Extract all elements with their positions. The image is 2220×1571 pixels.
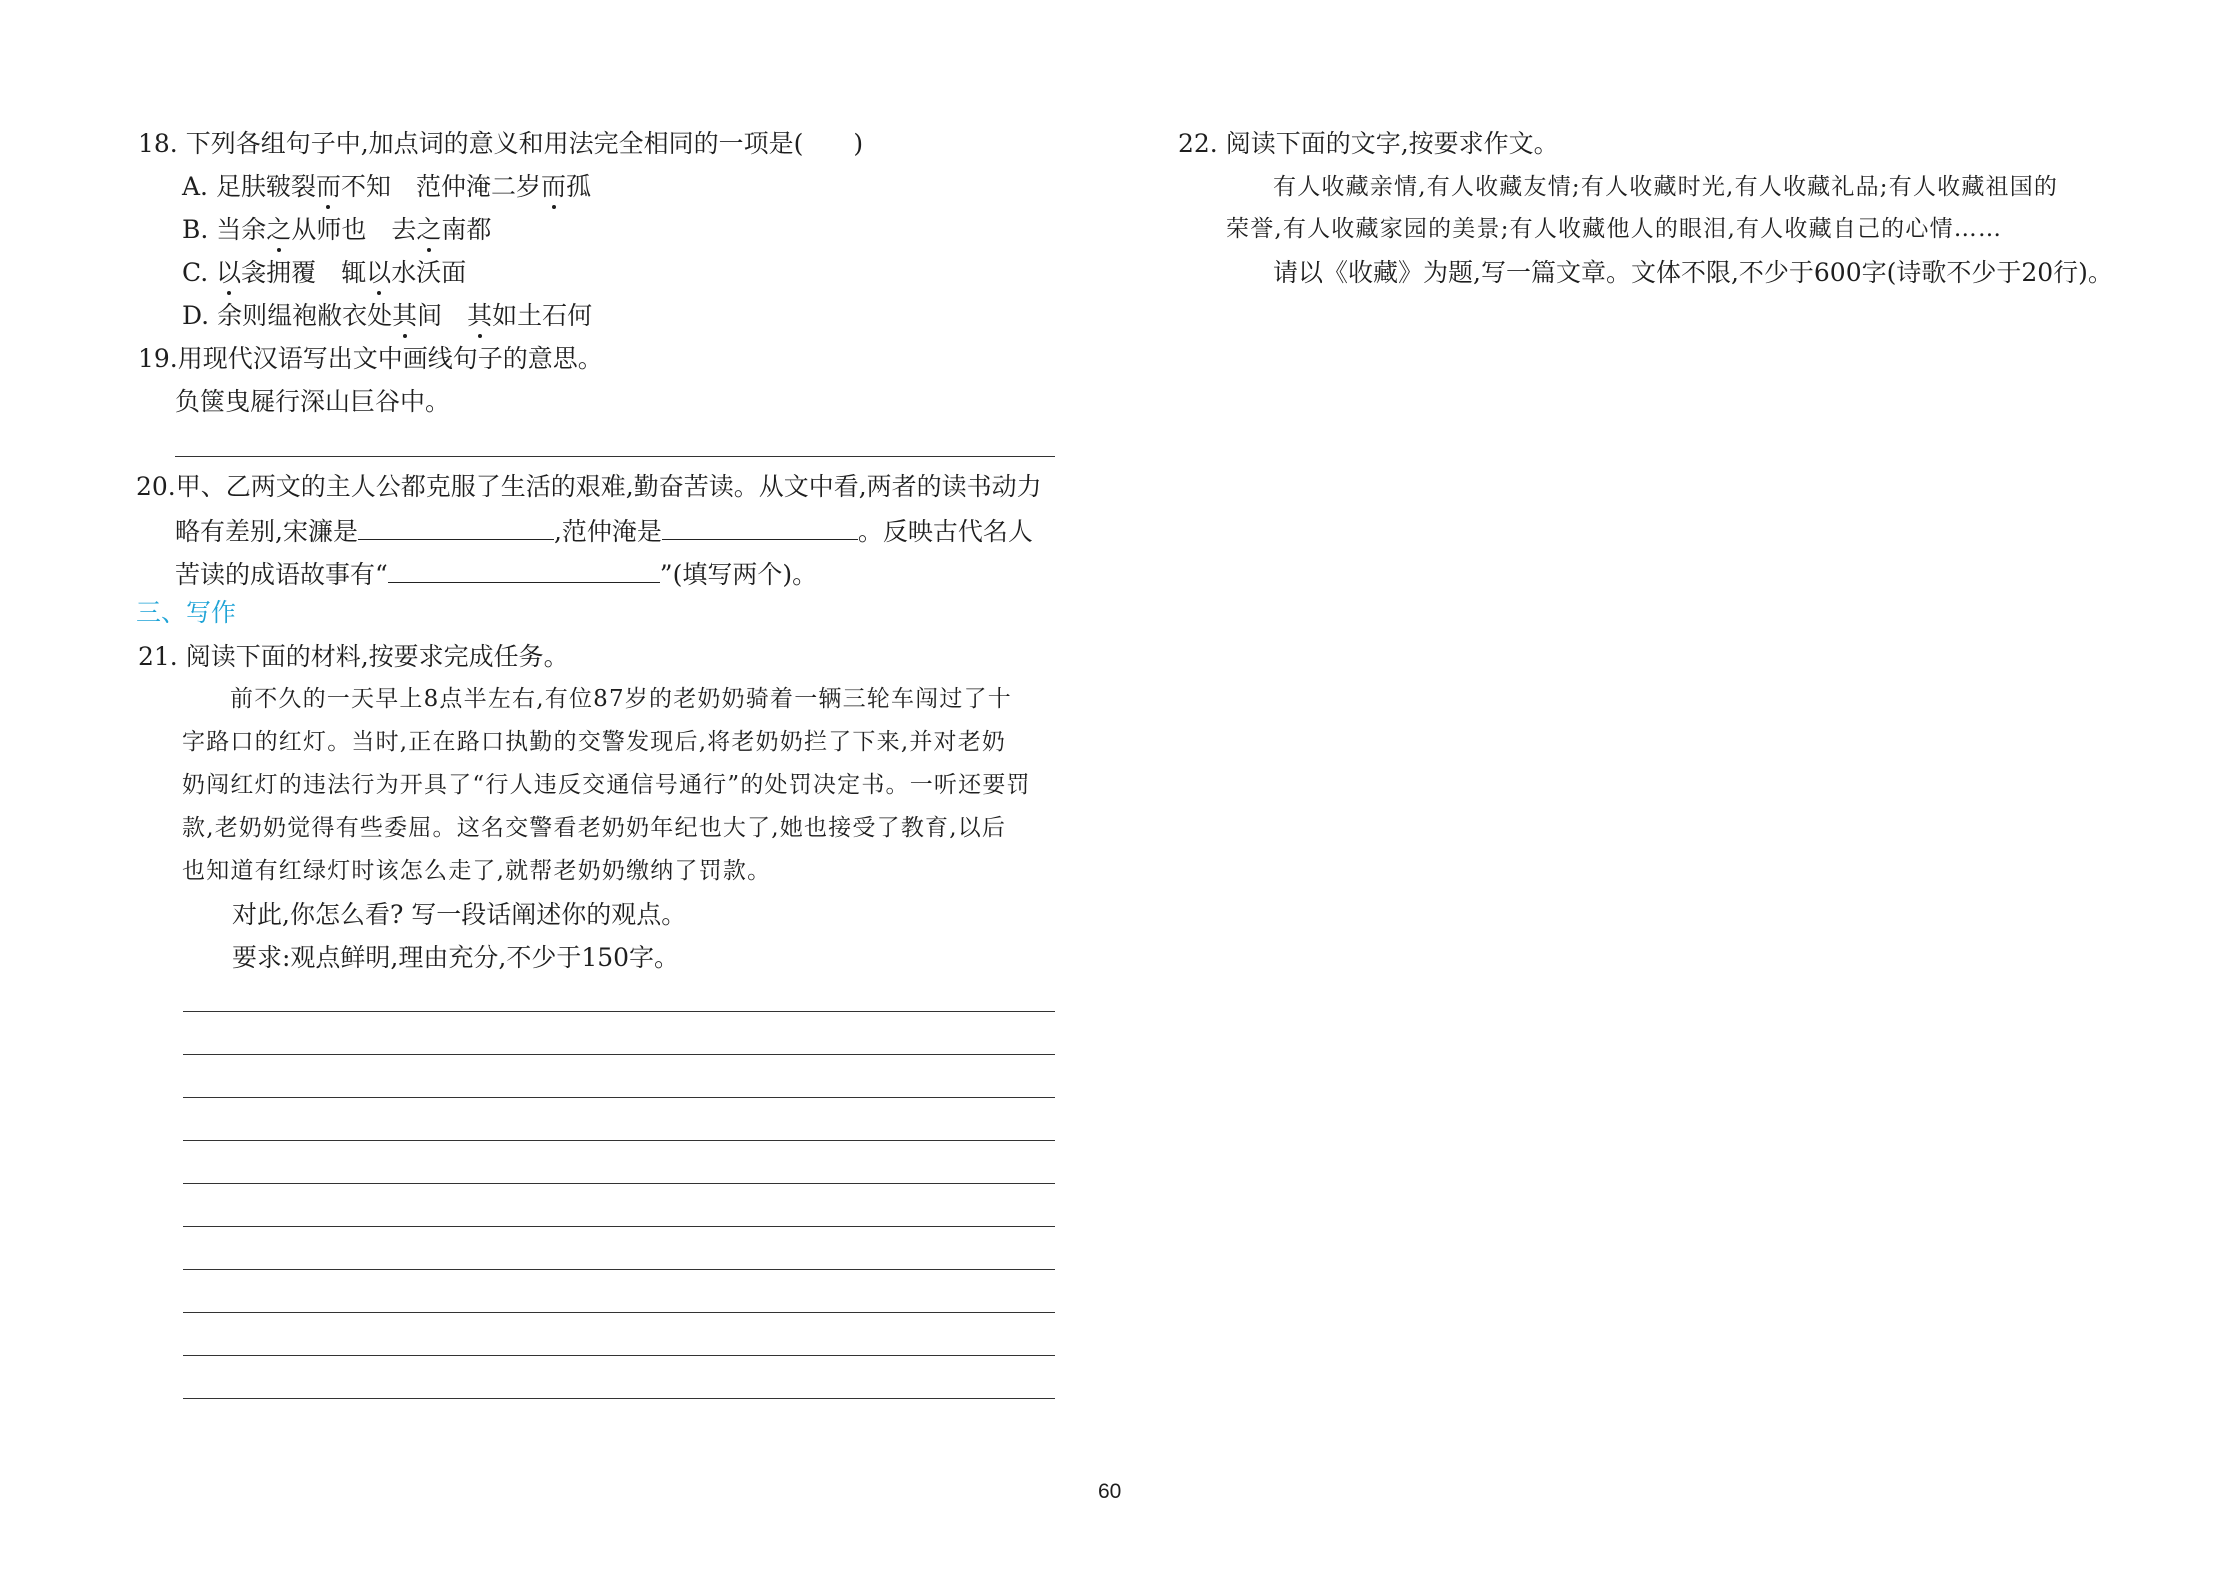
option-text: 孤: [566, 172, 592, 201]
q21-requirement: 要求:观点鲜明,理由充分,不少于150字。: [232, 943, 680, 972]
q21-answer-line[interactable]: [183, 1312, 1055, 1313]
q20-text: 。反映古代名人: [857, 517, 1033, 546]
option-label: B.: [182, 215, 209, 244]
q20-line1: 20.甲、乙两文的主人公都克服了生活的艰难,勤奋苦读。从文中看,两者的读书动力: [136, 472, 1042, 501]
q22-paragraph-line: 有人收藏亲情,有人收藏友情;有人收藏时光,有人收藏礼品;有人收藏祖国的: [1273, 174, 2059, 200]
q20-line2: [175, 515, 1033, 547]
q21-paragraph-line: 也知道有红绿灯时该怎么走了,就帮老奶奶缴纳了罚款。: [182, 858, 772, 884]
dotted-keyword: 以: [366, 258, 392, 287]
dotted-keyword: 之: [266, 215, 292, 244]
option-text: 不知 范仲淹二岁: [341, 172, 542, 201]
option-label: C.: [182, 258, 209, 287]
dotted-keyword: 以: [216, 258, 242, 287]
dotted-keyword: 而: [541, 172, 567, 201]
q21-answer-line[interactable]: [183, 1097, 1055, 1098]
q20-text: ”(填写两个)。: [659, 560, 818, 589]
option-label: A.: [182, 172, 209, 201]
q19-answer-line[interactable]: [175, 456, 1055, 457]
q21-paragraph-line: 前不久的一天早上8点半左右,有位87岁的老奶奶骑着一辆三轮车闯过了十: [230, 686, 1013, 712]
page-number: 60: [1098, 1480, 1122, 1503]
q22-instruction: 请以《收藏》为题,写一篇文章。文体不限,不少于600字(诗歌不少于20行)。: [1273, 258, 2113, 287]
dotted-keyword: 之: [416, 215, 442, 244]
option-text: 从师也 去: [291, 215, 417, 244]
q21-answer-line[interactable]: [183, 1398, 1055, 1399]
q21-answer-line[interactable]: [183, 1183, 1055, 1184]
q20-text: 略有差别,宋濂是: [175, 517, 358, 546]
option-text: 南都: [441, 215, 492, 244]
section-heading-writing: 三、写作: [136, 598, 237, 627]
q21-paragraph-line: 奶闯红灯的违法行为开具了“行人违反交通信号通行”的处罚决定书。一听还要罚: [182, 772, 1031, 798]
q18-option-d[interactable]: [182, 301, 592, 331]
option-text: 当余: [216, 215, 267, 244]
option-text: 余则缊袍敝衣处: [217, 301, 393, 330]
q21-answer-line[interactable]: [183, 1140, 1055, 1141]
q21-paragraph-line: 字路口的红灯。当时,正在路口执勤的交警发现后,将老奶奶拦了下来,并对老奶: [182, 729, 1007, 755]
q18-option-b[interactable]: [182, 215, 491, 245]
option-text: 如土石何: [492, 301, 593, 330]
q19-stem: 19.用现代汉语写出文中画线句子的意思。: [138, 344, 603, 373]
dotted-keyword: 而: [315, 172, 341, 201]
q20-text: 苦读的成语故事有“: [175, 560, 388, 589]
option-text: 间: [417, 301, 468, 330]
q21-answer-line[interactable]: [183, 1269, 1055, 1270]
q21-question: 对此,你怎么看? 写一段话阐述你的观点。: [232, 900, 687, 929]
blank-songlian[interactable]: [358, 515, 554, 540]
blank-idioms[interactable]: [388, 558, 660, 583]
option-label: D.: [182, 301, 210, 330]
q19-sentence: 负箧曳屣行深山巨谷中。: [175, 387, 451, 416]
q18-option-c[interactable]: [182, 258, 466, 288]
dotted-keyword: 其: [392, 301, 418, 330]
q22-stem: 22. 阅读下面的文字,按要求作文。: [1178, 129, 1559, 158]
q21-answer-line[interactable]: [183, 1011, 1055, 1012]
q18-option-a[interactable]: [182, 172, 591, 202]
blank-fanzhongyan[interactable]: [662, 515, 858, 540]
option-text: 足肤皲裂: [215, 172, 316, 201]
q21-paragraph-line: 款,老奶奶觉得有些委屈。这名交警看老奶奶年纪也大了,她也接受了教育,以后: [182, 815, 1007, 841]
q20-line3: [175, 558, 817, 590]
option-text: 衾拥覆 辄: [241, 258, 367, 287]
dotted-keyword: 其: [467, 301, 493, 330]
option-text: 水沃面: [391, 258, 467, 287]
q20-text: ,范仲淹是: [553, 517, 662, 546]
q22-paragraph-line: 荣誉,有人收藏家园的美景;有人收藏他人的眼泪,有人收藏自己的心情……: [1226, 216, 2003, 242]
q21-answer-line[interactable]: [183, 1054, 1055, 1055]
q21-answer-line[interactable]: [183, 1226, 1055, 1227]
q18-stem: 18. 下列各组句子中,加点词的意义和用法完全相同的一项是( ): [138, 129, 864, 158]
q21-answer-line[interactable]: [183, 1355, 1055, 1356]
q21-stem: 21. 阅读下面的材料,按要求完成任务。: [138, 642, 569, 671]
